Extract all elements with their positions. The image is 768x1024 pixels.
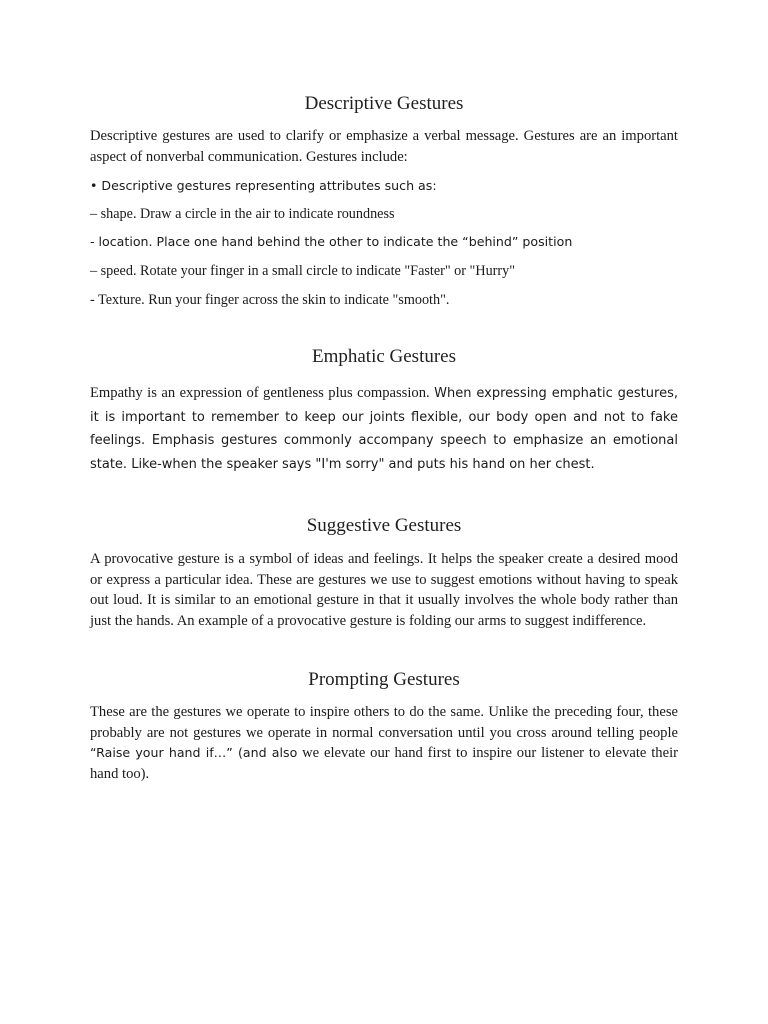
list-item-speed: – speed. Rotate your finger in a small circle to indicate "Faster" or "Hurry": [90, 263, 516, 279]
emphatic-text-serif: Empathy is an expression of gentleness plus compassion.: [90, 385, 435, 401]
paragraph-suggestive: A provocative gesture is a symbol of ideas and feelings. It helps the speaker create a desired mood or express a particular idea. These are gestures we use to suggest emotions without having to speak out loud. It is similar to an emotional gesture in that it usually involves the whole body rather than just the hands. An example of a provocative gesture is folding our arms to suggest indifference.: [90, 551, 678, 629]
paragraph-descriptive-intro: Descriptive gestures are used to clarify or emphasize a verbal message. Gestures are an important aspect of nonverbal communication. Gestures include:: [90, 128, 678, 165]
list-item-location: - location. Place one hand behind the other to indicate the “behind” position: [90, 234, 573, 249]
prompting-text-part1: These are the gestures we operate to inspire others to do the same. Unlike the preceding four, these probably are not gestures we operate in normal conversation until you cross around telling people: [90, 704, 678, 741]
prompting-text-quote: “Raise your hand if…” (and also: [90, 745, 298, 760]
list-item-shape: – shape. Draw a circle in the air to indicate roundness: [90, 206, 395, 222]
heading-prompting-gestures: Prompting Gestures: [308, 669, 460, 690]
paragraph-emphatic: [90, 382, 678, 476]
list-item-texture: - Texture. Run your finger across the skin to indicate "smooth".: [90, 292, 450, 308]
prompting-text-part2: we elevate our hand first to inspire our listener to elevate their hand too).: [90, 745, 678, 782]
heading-descriptive-gestures: Descriptive Gestures: [304, 93, 464, 114]
heading-suggestive-gestures: Suggestive Gestures: [306, 515, 462, 536]
heading-emphatic-gestures: Emphatic Gestures: [311, 346, 457, 367]
emphatic-text-sans: When expressing emphatic gestures, it is important to remember to keep our joints flexible, our body open and not to fake feelings. Emphasis gestures commonly accompany speech to emphasize an emotional state. Like-when the speaker says "I'm sorry" and puts his hand on her chest.: [90, 386, 678, 472]
paragraph-prompting: [90, 702, 678, 784]
bullet-descriptive-attributes: • Descriptive gestures representing attributes such as:: [90, 178, 437, 193]
